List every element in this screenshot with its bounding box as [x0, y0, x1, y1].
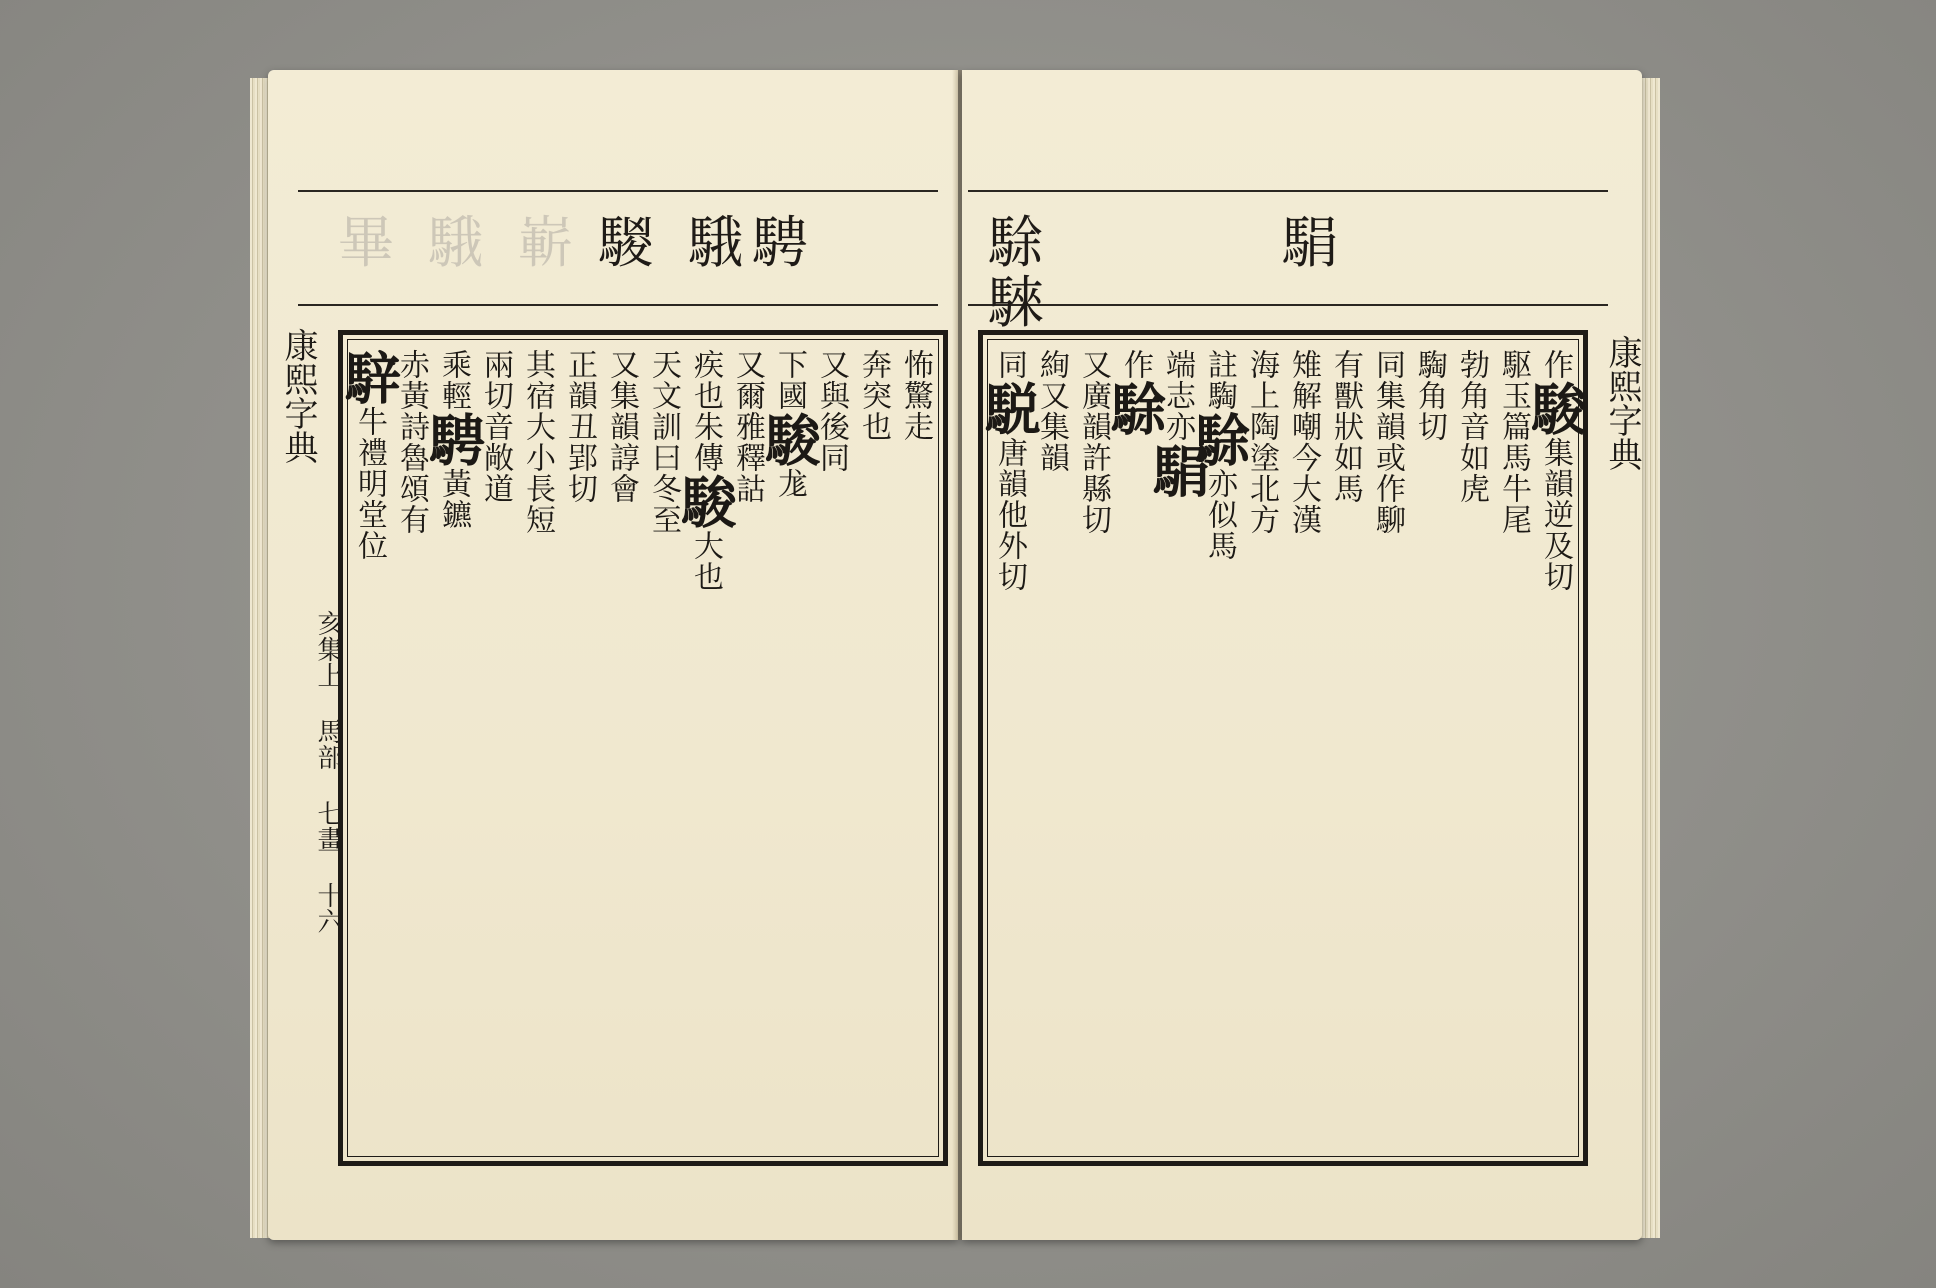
left-col-4: 下國駿尨: [756, 349, 822, 499]
left-col-1: 怖驚走: [898, 349, 933, 442]
head-character: 騂: [336, 349, 402, 406]
head-character: 駿: [672, 473, 738, 530]
right-col-5: 同集韻或作駠: [1370, 349, 1405, 535]
head-character: 駽: [1144, 442, 1210, 499]
left-col-12: 乘輕騁黃鑣: [420, 349, 486, 530]
right-page: [962, 70, 1642, 1240]
head-character: 駿: [1522, 380, 1588, 437]
right-col-7: 雉解嘲今大漢: [1286, 349, 1321, 535]
head-character: 駼: [1186, 411, 1252, 468]
right-col-4: 騊角切: [1412, 349, 1447, 442]
left-col-5: 又爾雅釋詁: [730, 349, 765, 504]
left-seal-heading: 騣 騀騁: [598, 211, 816, 276]
head-character: 騁: [420, 411, 486, 468]
right-margin-title: 康熙字典: [1602, 335, 1642, 471]
left-col-9: 正韻丑郢切: [562, 349, 597, 504]
left-col-6: 疾也朱傳駿大也: [672, 349, 738, 592]
right-seal-heading: 駼 駽 騋: [988, 211, 1448, 336]
left-col-7: 天文訓曰冬至: [646, 349, 681, 535]
right-col-6: 有獸狀如馬: [1328, 349, 1363, 504]
right-col-10: 端志亦駽: [1144, 349, 1210, 499]
head-character: 駿: [756, 411, 822, 468]
left-col-10: 其宿大小長短: [520, 349, 555, 535]
left-col-3: 又與後同: [814, 349, 849, 473]
right-col-12: 又廣韻許縣切: [1076, 349, 1111, 535]
right-col-13: 絢又集韻: [1034, 349, 1069, 473]
right-seal-band: [968, 190, 1608, 336]
right-col-14: 同駾唐韻他外切: [976, 349, 1042, 592]
right-col-11: 作駼: [1102, 349, 1168, 437]
right-col-1: 作駿集韻逆及切: [1522, 349, 1588, 592]
open-book: [250, 70, 1660, 1250]
left-text-frame: [338, 330, 948, 1166]
head-character: 駼: [1102, 380, 1168, 437]
head-character: 駾: [976, 380, 1042, 437]
left-col-14: 騂牛禮明堂位: [336, 349, 402, 561]
right-text-frame: [978, 330, 1588, 1166]
right-col-8: 海上陶塗北方: [1244, 349, 1279, 535]
left-page: [268, 70, 958, 1240]
right-col-9: 註騊駼亦似馬: [1186, 349, 1252, 561]
right-col-3: 勃角音如虎: [1454, 349, 1489, 504]
left-margin-section: 亥集上 馬部 七畫 十六: [313, 610, 343, 934]
left-col-11: 兩切音敞道: [478, 349, 513, 504]
left-seal-ghost: 畢 騀 嶄: [338, 211, 582, 276]
left-col-2: 奔突也: [856, 349, 891, 442]
right-col-2: 駆玉篇馬牛尾: [1496, 349, 1531, 535]
left-col-8: 又集韻諄會: [604, 349, 639, 504]
left-seal-band: [298, 190, 938, 306]
left-col-13: 赤黃詩魯頌有: [394, 349, 429, 535]
left-margin-title: 康熙字典: [278, 328, 318, 464]
